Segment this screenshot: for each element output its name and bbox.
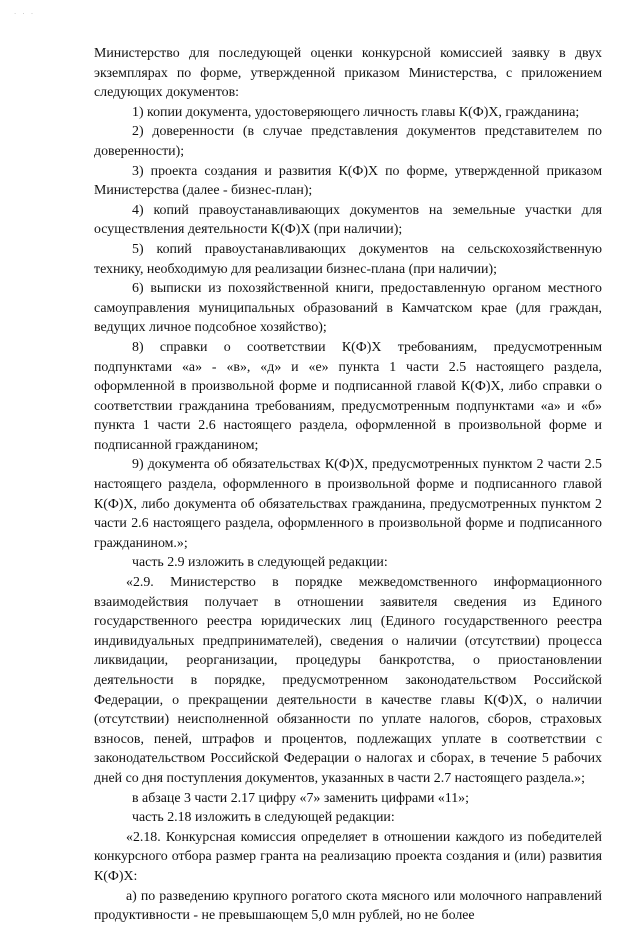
clause-2-9-text: «2.9. Министерство в порядке межведомственного информационного взаимодействия получает в отношении заявителя сведения из Единого государственного реестра юридических лиц (Единого государственного реестра индивидуальных предпринимателей), сведения о наличии (отсутствии) процесса ликвидации, реорганизации, процедуры банкротства, о приостановлении деятельности в порядке, предусмотренном законодательством Российской Федерации, о прекращении деятельности в качестве главы К(Ф)Х, о наличии (отсутствии) неисполненной обязанности по уплате налогов, сборов, страховых взносов, пеней, штрафов и процентов, подлежащих уплате в соответствии с законодательством Российской Федерации о налогах и сборах, в течение 5 рабочих дней со дня поступления документов, указанных в части 2.7 настоящего раздела.»; bbox=[94, 575, 602, 786]
list-item-2: 2) доверенности (в случае представления документов представителем по доверенности); bbox=[94, 124, 602, 159]
amendment-2-18-intro: часть 2.18 изложить в следующей редакции: bbox=[132, 810, 395, 826]
clause-2-18-item-a: а) по разведению крупного рогатого скота мясного или молочного направлений продуктивности - не превышающем 5,0 млн рублей, но не более bbox=[94, 888, 602, 924]
document-body bbox=[94, 44, 602, 926]
list-item-9: 9) документа об обязательствах К(Ф)Х, предусмотренных пунктом 2 части 2.5 настоящего раздела, оформленного в произвольной форме и подписанного главой К(Ф)Х, либо документа об обязательствах гражданина, предусмотренных пунктом 2 части 2.6 настоящего раздела, оформленного в произвольной форме и подписанного гражданином.»; bbox=[94, 457, 602, 551]
amendment-2-9-intro: часть 2.9 изложить в следующей редакции: bbox=[132, 555, 388, 571]
list-item-8: 8) справки о соответствии К(Ф)Х требованиям, предусмотренным подпунктами «а» - «в», «д» и «е» пункта 1 части 2.5 настоящего раздела, оформленной в произвольной форме и подписанной главой К(Ф)Х, либо справки о соответствии гражданина требованиям, предусмотренным подпунктами «а» и «б» пункта 1 части 2.6 настоящего раздела, оформленной в произвольной форме и подписанной гражданином; bbox=[94, 339, 602, 453]
intro-paragraph: Министерство для последующей оценки конкурсной комиссией заявку в двух экземплярах по форме, утвержденной приказом Министерства, с приложением следующих документов: bbox=[94, 46, 602, 101]
list-item-3: 3) проекта создания и развития К(Ф)Х по форме, утвержденной приказом Министерства (далее - бизнес-план); bbox=[94, 163, 602, 199]
list-item-1: 1) копии документа, удостоверяющего личность главы К(Ф)Х, гражданина; bbox=[132, 104, 580, 120]
clause-2-18-text: «2.18. Конкурсная комиссия определяет в отношении каждого из победителей конкурсного отбора размер гранта на реализацию проекта создания и (или) развития К(Ф)Х: bbox=[94, 829, 602, 884]
amendment-2-17: в абзаце 3 части 2.17 цифру «7» заменить цифрами «11»; bbox=[132, 790, 469, 806]
scan-corner-mark: · · · bbox=[14, 10, 36, 18]
list-item-4: 4) копий правоустанавливающих документов на земельные участки для осуществления деятельности К(Ф)Х (при наличии); bbox=[94, 202, 602, 238]
list-item-5: 5) копий правоустанавливающих документов на сельскохозяйственную технику, необходимую для реализации бизнес-плана (при наличии); bbox=[94, 241, 602, 277]
list-item-6: 6) выписки из похозяйственной книги, предоставленную органом местного самоуправления муниципальных образований в Камчатском крае (для граждан, ведущих личное подсобное хозяйство); bbox=[94, 281, 602, 336]
